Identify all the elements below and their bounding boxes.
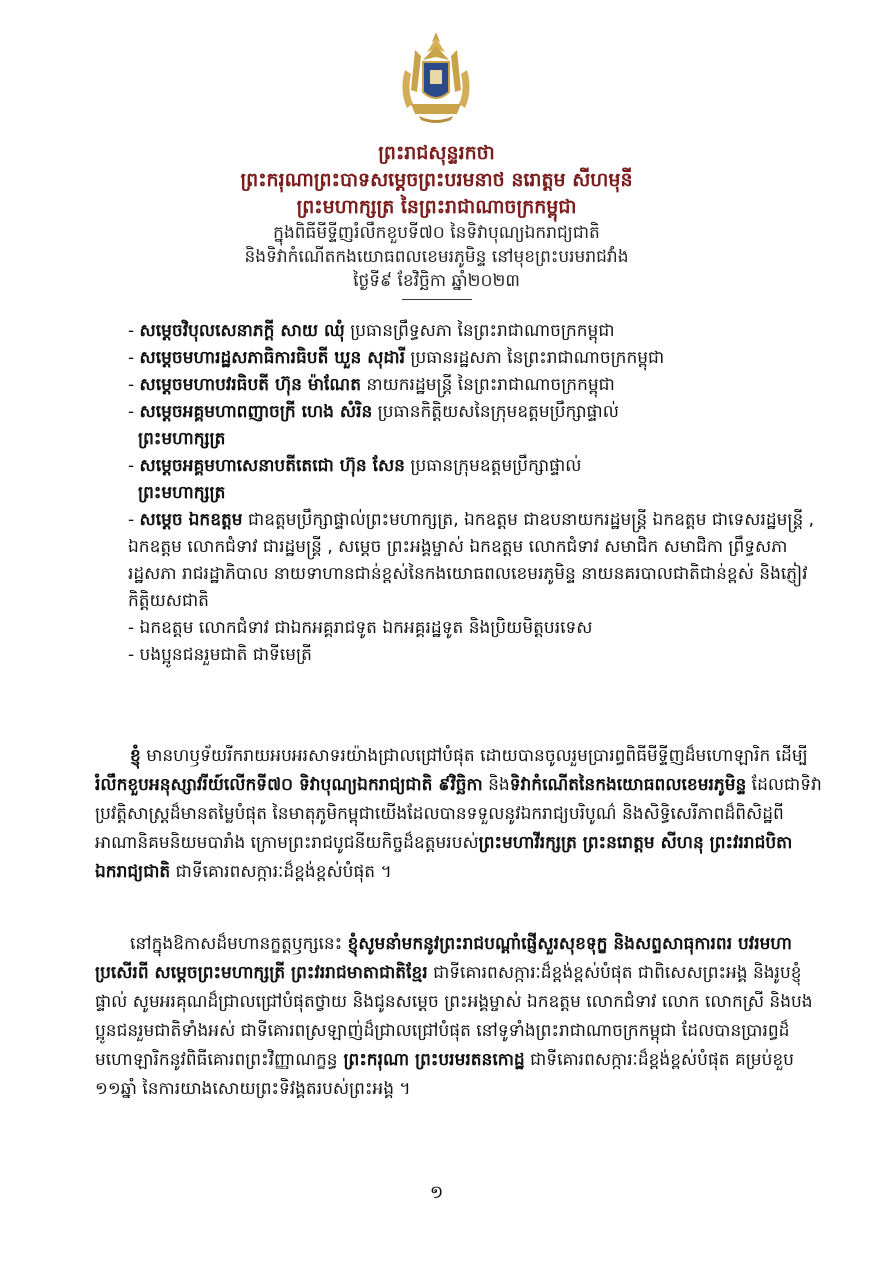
salutation-list <box>128 318 828 669</box>
event-line-1: ក្នុងពិធីមីទ្ទីញរំលឹកខួបទី៧០ នៃទិវាបុណ្យឯករាជ្យជាតិ <box>273 223 600 243</box>
list-item: - សម្ដេចមហារដ្ឋសភាធិការធិបតី ឃួន សុដារី ប្រធានរដ្ឋសភា នៃព្រះរាជាណាចក្រកម្ពុជា <box>128 348 665 368</box>
list-item: - ឯកឧត្តម លោកជំទាវ ជាឯកអគ្គរាជទូត ឯកអគ្គរដ្ឋទូត និងប្រិយមិត្តបរទេស <box>128 618 593 638</box>
list-item: - សម្ដេចអគ្គមហាសេនាបតីតេជោ ហ៊ុន សែន ប្រធានក្រុមឧត្តមប្រឹក្សាផ្ទាល់ ព្រះមហាក្សត្រ <box>128 456 582 503</box>
header-divider <box>402 299 472 300</box>
list-item: - សម្ដេចអគ្គមហាពញាចក្រី ហេង សំរិន ប្រធានកិត្តិយសនៃក្រុមឧត្តមប្រឹក្សាផ្ទាល់ ព្រះមហាក្សត្រ <box>128 402 619 449</box>
list-item: - សម្ដេច ឯកឧត្តម ជាឧត្តមប្រឹក្សាផ្ទាល់ព្រះមហាក្សត្រ, ឯកឧត្តម ជាឧបនាយករដ្ឋមន្ត្រី ឯកឧត្តម ជាទេសរដ្ឋមន្ត្រី , ឯកឧត្តម លោកជំទាវ ជារដ្ឋមន្ត្រី , សម្ដេច ព្រះអង្គម្ចាស់ ឯកឧត្តម លោកជំទាវ សមាជិក សមាជិកា ព្រឹទ្ធសភា រដ្ឋសភា រាជរដ្ឋាភិបាល នាយទាហានជាន់ខ្ពស់នៃកងយោធពលខេមរភូមិន្ទ នាយនគរបាលជាតិជាន់ខ្ពស់ និងភ្ញៀវកិត្តិយសជាតិ <box>128 510 815 611</box>
list-item: - សម្ដេចមហាបវរធិបតី ហ៊ុន ម៉ាណែត នាយករដ្ឋមន្ត្រី នៃព្រះរាជាណាចក្រកម្ពុជា <box>128 375 615 395</box>
list-item: - សម្ដេចវិបុលសេនាភក្តី សាយ ឈុំ ប្រធានព្រឹទ្ធសភា នៃព្រះរាជាណាចក្រកម្ពុជា <box>128 321 615 341</box>
event-line-2: និងទិវាកំណើតកងយោធពលខេមរភូមិន្ទ នៅមុខព្រះបរមរាជវាំង <box>244 247 629 267</box>
speech-paragraph-2: នៅក្នុងឱកាសដ៏មហានក្ខត្តឫក្សនេះ ខ្ញុំសូមនាំមកនូវព្រះរាជបណ្ដាំផ្ញើសួរសុខទុក្ខ និងសព្ទសាធុការពរ បវរមហាប្រសើរពី សម្ដេចព្រះមហាក្សត្រី ព្រះវររាជមាតាជាតិខ្មែរ ជាទីគោរពសក្ការៈដ៏ខ្ពង់ខ្ពស់បំផុត ជាពិសេសព្រះអង្គ និងរូបខ្ញុំផ្ទាល់ សូមអរគុណដ៏ជ្រាលជ្រៅបំផុតថ្វាយ និងជូនសម្ដេច ព្រះអង្គម្ចាស់ ឯកឧត្តម លោកជំទាវ លោក លោកស្រី និងបងប្អូនជនរួមជាតិទាំងអស់ ជាទីគោរពស្រឡាញ់ដ៏ជ្រាលជ្រៅបំផុត នៅទូទាំងព្រះរាជាណាចក្រកម្ពុជា ដែលបានប្រារព្ធដ៏មហោឡារិកនូវពិធីគោរពព្រះវិញ្ញាណក្ខន្ធ ព្រះករុណា ព្រះបរមរតនកោដ្ឋ ជាទីគោរពសក្ការៈដ៏ខ្ពង់ខ្ពស់បំផុត គម្រប់ខួប ១១ឆ្នាំ នៃការយាងសោយព្រះទិវង្គតរបស់ព្រះអង្គ ។ <box>95 934 813 1099</box>
king-title: ព្រះមហាក្សត្រ នៃព្រះរាជាណាចក្រកម្ពុជា <box>296 196 577 218</box>
speech-title: ព្រះរាជសុន្ទរកថា <box>378 142 495 164</box>
list-item: - បងប្អូនជនរួមជាតិ ជាទីមេត្រី <box>128 645 312 665</box>
speech-paragraph-1: ខ្ញុំ មានហឫទ័យរីករាយអបអរសាទរយ៉ាងជ្រាលជ្រៅបំផុត ដោយបានចូលរួមប្រារព្ធពិធីមីទ្ទីញដ៏មហោឡារិក ដើម្បីរំលឹកខួបអនុស្សាវរីយ៍លើកទី៧០ ទិវាបុណ្យឯករាជ្យជាតិ ៩វិច្ឆិកា និងទិវាកំណើតនៃកងយោធពលខេមរភូមិន្ទ ដែលជាទិវាប្រវត្តិសាស្ត្រដ៏មានតម្លៃបំផុត នៃមាតុភូមិកម្ពុជាយើងដែលបានទទួលនូវឯករាជ្យបរិបូណ៌ និងសិទ្ធិសេរីភាពដ៏ពិសិដ្ឋពីអាណានិគមនិយមបារាំង ក្រោមព្រះរាជបូជនីយកិច្ចដ៏ឧត្តមរបស់ព្រះមហាវីរក្សត្រ ព្រះនរោត្ដម សីហនុ ព្រះវររាជបិតា ឯករាជ្យជាតិ ជាទីគោរពសក្ការៈដ៏ខ្ពង់ខ្ពស់បំផុត ។ <box>95 746 822 882</box>
speech-header <box>60 140 813 300</box>
speech-date: ថ្ងៃទី៩ ខែវិច្ឆិកា ឆ្នាំ២០២៣ <box>353 271 520 291</box>
royal-coat-of-arms-icon <box>393 30 479 126</box>
page-number: ១ <box>429 1182 444 1203</box>
king-name: ព្រះករុណាព្រះបាទសម្ដេចព្រះបរមនាថ នរោត្ដម សីហមុនី <box>240 169 633 191</box>
